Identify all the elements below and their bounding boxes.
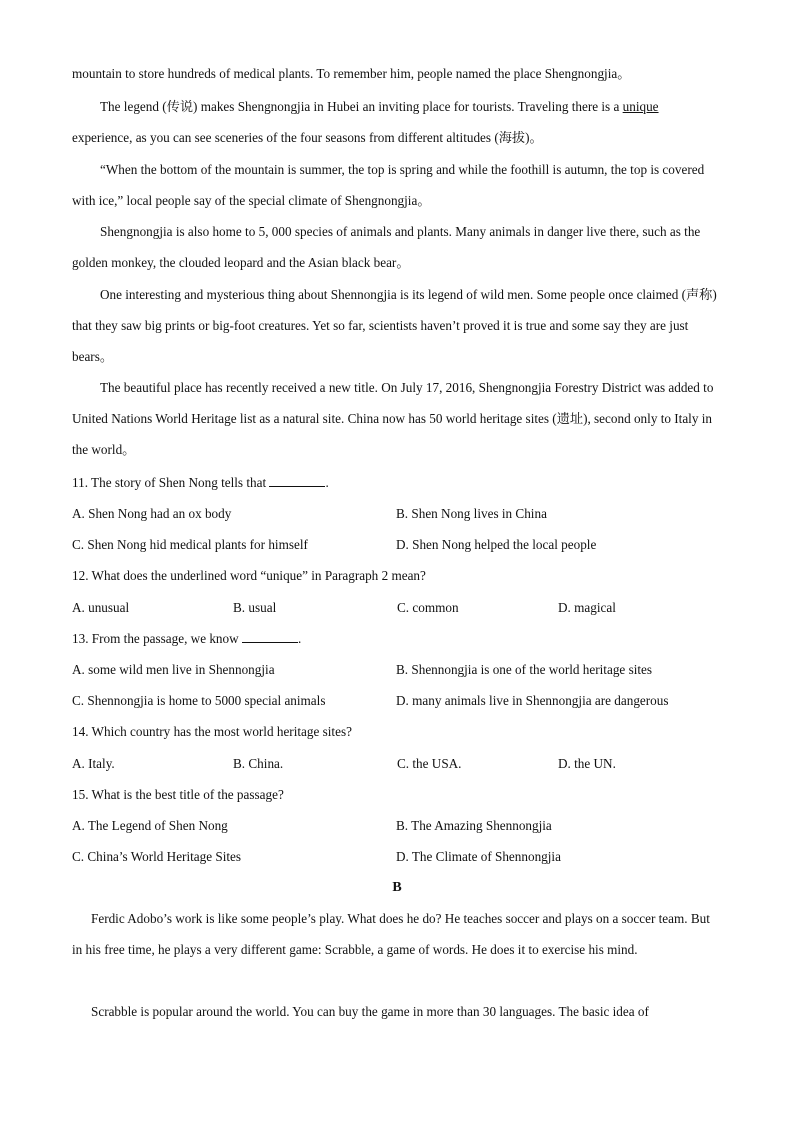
question-13-option-d[interactable]: D. many animals live in Shennongjia are dangerous (396, 693, 669, 708)
passage-a-paragraph-5: The beautiful place has recently received a new title. On July 17, 2016, Shengnongjia Forestry District was added to United Nations World Heritage list as a natural site. China now has 50 world heritage sites (遗址), second only to Italy in the world。 (72, 380, 714, 457)
question-13-option-b[interactable]: B. Shennongjia is one of the world heritage sites (396, 662, 653, 677)
question-12-option-b[interactable]: B. usual (233, 600, 277, 615)
passage-a-paragraph-2: “When the bottom of the mountain is summer, the top is spring and while the foothill is autumn, the top is covered with ice,” local people say of the special climate of Shengnongjia。 (72, 162, 705, 208)
passage-a-paragraph-3: Shengnongjia is also home to 5, 000 species of animals and plants. Many animals in danger live there, such as the golden monkey, the clouded leopard and the Asian black bear。 (72, 224, 701, 270)
question-13-option-c[interactable]: C. Shennongjia is home to 5000 special animals (72, 693, 326, 708)
question-12-option-a[interactable]: A. unusual (72, 600, 130, 615)
question-11-option-d[interactable]: D. Shen Nong helped the local people (396, 537, 597, 552)
question-15-option-b[interactable]: B. The Amazing Shennongjia (396, 818, 552, 833)
passage-a-paragraph-1: The legend (传说) makes Shengnongjia in Hubei an inviting place for tourists. Traveling there is a unique experience, as you can see sceneries of the four seasons from different altitudes (海拔)。 (72, 99, 659, 145)
question-12-option-d[interactable]: D. magical (558, 600, 616, 615)
passage-a-paragraph-0: mountain to store hundreds of medical plants. To remember him, people named the place Shengnongjia。 (72, 66, 631, 81)
question-14-option-d[interactable]: D. the UN. (558, 756, 616, 771)
passage-b-paragraph-1: Ferdic Adobo’s work is like some people’s play. What does he do? He teaches soccer and plays on a soccer team. But in his free time, he plays a very different game: Scrabble, a game of words. He does it to exercise his mind. (72, 911, 710, 957)
underlined-word-unique: unique (622, 99, 659, 114)
question-11-option-a[interactable]: A. Shen Nong had an ox body (72, 506, 232, 521)
question-12-option-c[interactable]: C. common (397, 600, 459, 615)
question-15-option-a[interactable]: A. The Legend of Shen Nong (72, 818, 228, 833)
question-14-option-b[interactable]: B. China. (233, 756, 284, 771)
passage-b-paragraph-2: Scrabble is popular around the world. You can buy the game in more than 30 languages. The basic idea of (91, 1004, 649, 1019)
question-11-stem: 11. The story of Shen Nong tells that . (72, 475, 329, 490)
section-b-heading: B (392, 880, 402, 895)
question-12-stem: 12. What does the underlined word “unique” in Paragraph 2 mean? (72, 568, 426, 583)
question-14-stem: 14. Which country has the most world heritage sites? (72, 724, 352, 739)
question-14-option-a[interactable]: A. Italy. (72, 756, 115, 771)
question-13-option-a[interactable]: A. some wild men live in Shennongjia (72, 662, 275, 677)
question-11-option-b[interactable]: B. Shen Nong lives in China (396, 506, 547, 521)
question-14-option-c[interactable]: C. the USA. (397, 756, 462, 771)
question-15-option-d[interactable]: D. The Climate of Shennongjia (396, 849, 561, 864)
question-15-option-c[interactable]: C. China’s World Heritage Sites (72, 849, 242, 864)
passage-a-paragraph-4: One interesting and mysterious thing about Shennongjia is its legend of wild men. Some people once claimed (声称) that they saw big prints or big-foot creatures. Yet so far, scientists haven’t proved it is true and some say they are just bears。 (72, 287, 717, 364)
question-13-stem: 13. From the passage, we know . (72, 631, 302, 646)
question-15-stem: 15. What is the best title of the passage? (72, 787, 284, 802)
question-11-option-c[interactable]: C. Shen Nong hid medical plants for himself (72, 537, 308, 552)
